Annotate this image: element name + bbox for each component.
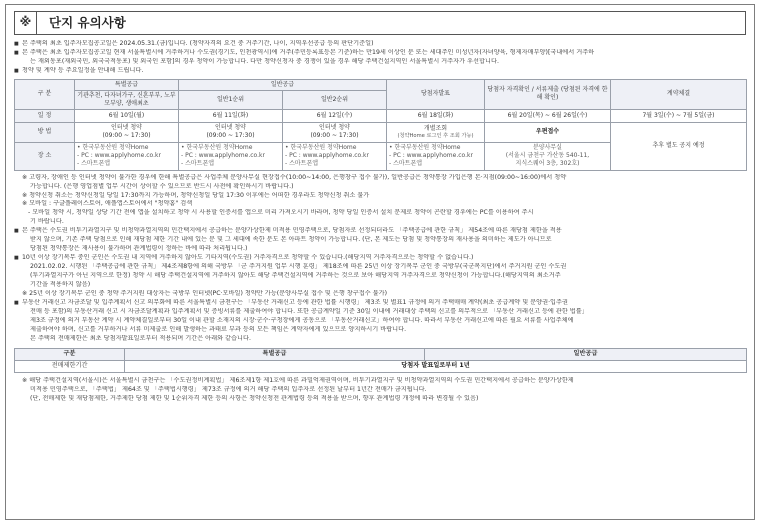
col-general-2: 일반2순위 (283, 90, 387, 109)
notes-block (14, 174, 746, 228)
body-block-a (14, 227, 746, 290)
note-line: 기 바랍니다. (30, 218, 64, 226)
intro-line: 는 재외동포(재외국민, 외국국적동포) 및 외국인 포함]의 경우 청약이 가능합니다. 다만 청약신청자 중 경쟁이 있을 경우 해당 주택건설지역인 서울특별시 거주자가 우선합니다. (30, 57, 499, 65)
footer-line: (단, 전매제한 및 재당첨제한, 거주제한 당첨 제한 및 1순위자격 제한 등의 사항은 청약신청전 관계법령 등의 적용을 받으며, 향후 관계법령 개정에 따라 변경될 수 있음) (30, 395, 479, 403)
section-title-bar (14, 11, 746, 35)
cell-line: • 한국부동산원 청약Home (181, 144, 253, 152)
row-label: 방 법 (15, 122, 75, 142)
row-label: 일 정 (15, 109, 75, 122)
cell-main: 인터넷 청약 (319, 124, 350, 132)
cell (387, 142, 485, 170)
cell-main: 우편접수 (535, 128, 560, 136)
body-line: ■ 부동산 거래신고 자금조달 및 입주계획서 신고 의무화에 따른 서울특별시 금천구는 「부동산 거래신고 등에 관한 법률 시행령」 제3조 및 별표1 규정에 의거 주택매매 계약(최초 공급계약 및 분양권·입주권 (14, 299, 746, 308)
cell-main: 인터넷 청약 (111, 124, 142, 132)
cell-line: • 한국부동산원 청약Home (77, 144, 149, 152)
body-line: ■ 10년 이상 장기복무 중인 군인은 수도권 내 지역에 거주하지 않아도 기타지역(수도권) 거주자격으로 청약할 수 있습니다.(해당지역 거주자격으로는 청약할 수 없습니다.) (14, 254, 746, 263)
cell (485, 142, 611, 170)
resale-value-text: 당첨자 발표일로부터 1년 (401, 362, 470, 370)
notice-page (5, 4, 755, 520)
resale-header: 구분 (15, 349, 125, 361)
cell: 6월 11일(화) (179, 109, 283, 122)
col-check: 당첨자 자격확인 / 서류제출 (당첨된 자격에 한해 확인) (485, 79, 611, 109)
col-division: 구 분 (15, 79, 75, 109)
section-title: 단지 유의사항 (49, 14, 126, 30)
cell-main: 인터넷 청약 (215, 124, 246, 132)
col-winner: 당첨자발표 (387, 79, 485, 109)
col-general-1: 일반1순위 (179, 90, 283, 109)
schedule-row-method (15, 122, 747, 142)
body-line: 본 주택의 전매제한은 최초 당첨자발표일로부터 적용되며 기간은 아래와 같습니다. (30, 335, 251, 343)
cell (283, 122, 387, 142)
reference-mark-icon: ※ (15, 12, 37, 34)
body-line: 기간을 적용하지 않음) (30, 281, 91, 289)
note-line: ※ 모바일 : 구글플레이스토어, 애플앱스토어에서 "청약홈" 검색 (22, 200, 193, 208)
col-general: 일반공급 (179, 79, 387, 90)
cell: 6월 10일(월) (75, 109, 179, 122)
body-line: ※ 25년 이상 장기복무 군인 중 청약 주거지원 대상자는 국방부 인터넷(PC·모바일) 청약만 가능(분양사무실 접수 및 은행 창구접수 불가) (22, 290, 388, 298)
intro-block (14, 40, 746, 76)
intro-line: ■ 본 주택의 최초 입주자모집공고일은 2024.05.31.(금)입니다. (청약자격의 요건 중 거주기간, 나이, 지역우선공급 등의 판단기준일) (14, 40, 746, 49)
cell-line: 지식스퀘어 3층, 302호) (515, 159, 580, 167)
body-line: 2021.02.02. 시행된 「주택공급에 관한 규칙」 제4조제8항에 의해 국방부 「군 주거지원 업무 시행 훈령」 제18조에 따른 25년 이상 장기복무 군인 중 국방부(국군복지단)에서 주거지원 군인 수도권 (30, 263, 567, 271)
note-line: 가능합니다. (은행 영업점별 업무 시간이 상이할 수 있으므로 반드시 사전에 확인하시기 바랍니다.) (30, 182, 294, 190)
col-special: 특별공급 (75, 79, 179, 90)
footer-block (14, 377, 746, 404)
cell-line: • 한국부동산원 청약Home (389, 144, 461, 152)
cell (485, 122, 611, 142)
cell: 6월 20일(목) ~ 6월 26일(수) (485, 109, 611, 122)
cell-line: - PC : www.applyhome.co.kr (181, 152, 265, 160)
intro-line: ■ 본 주택은 최초 입주자모집공고일 현재 서울특별시에 거주하거나 수도권(경기도, 인천광역시)에 거주(주민등록표등본 기준)하는 만19세 이상인 분 또는 세대주인 미성년자(자녀양육, 형제자매부양)[국내에서 거주하 (14, 49, 746, 58)
note-line: - 모바일 청약 시, 청약일 상당 기간 전에 앱을 설치하고 청약 시 사용할 인증서를 앱으로 미리 가져오시기 바라며, 청약 당일 인증서 설치 문제로 청약이 곤란할 경우에는 PC를 이용하여 주시 (28, 209, 534, 217)
body-line: ■ 본 주택은 수도권 비투기과열지구 및 비청약과열지역의 민간택지에서 공급하는 분양가상한제 미적용 민영주택으로, 당첨자로 선정되더라도 「주택공급에 관한 규칙」 제54조에 따른 재당첨 제한을 적용 (14, 227, 746, 236)
cell-sub: (09:00 ~ 17:30) (206, 132, 255, 140)
resale-header: 일반공급 (425, 349, 747, 361)
schedule-table (14, 79, 747, 171)
body-line: 제3조 규정에 의거 부동산 계약 시 계약체결일로부터 30일 이내 관할 소재지의 시장·군수·구청장에게 공동으로 「부동산거래신고」하여야 합니다. 따라서 부동산 거래신고에 따른 필요 서류를 사업주체에 (30, 317, 574, 325)
cell-line: - 스마트폰앱 (77, 159, 111, 167)
note-line: ※ 청약신청 취소는 청약신청일 당일 17:30까지 가능하며, 청약신청일 당일 17:30 이후에는 어떠한 경우라도 청약신청 취소 불가 (22, 191, 370, 199)
cell-sub: (09:00 ~ 17:30) (310, 132, 359, 140)
cell-line: - PC : www.applyhome.co.kr (285, 152, 369, 160)
resale-row-label: 전매제한기간 (15, 361, 125, 373)
cell (179, 142, 283, 170)
cell: 추후 별도 공지 예정 (611, 122, 747, 170)
resale-table (14, 348, 747, 373)
cell-line: - 스마트폰앱 (181, 159, 215, 167)
col-special-sub: 기관추천, 다자녀가구, 신혼부부, 노부모부양, 생애최초 (75, 90, 179, 109)
intro-line: ■ 청약 및 계약 등 주요일정을 안내해 드립니다. (14, 67, 746, 76)
cell: 7월 3일(수) ~ 7월 5일(금) (611, 109, 747, 122)
cell-line: - 스마트폰앱 (389, 159, 423, 167)
cell-sub: (09:00 ~ 17:30) (102, 132, 151, 140)
cell (75, 142, 179, 170)
cell: 6월 18일(화) (387, 109, 485, 122)
resale-header: 특별공급 (125, 349, 425, 361)
footer-line: ※ 해당 주택건설지역(서울시)은 서울특별시 금천구는 「수도권정비계획법」 제6조제1항 제1호에 따른 과밀억제권역이며, 비투기과열지구 및 비청약과열지역의 수도권 민간택지에서 공급하는 분양가상한제 (22, 377, 574, 385)
body-line: 전매 등 포함)의 부동산거래 신고 시 자금조달계획과 입주계획서 및 증빙서류를 제출하여야 합니다. 또한 공급계약일 기준 30일 이내에 거래대상 주택의 신고를 의무적으로 「부동산 거래신고 등에 관한 법률」 (30, 308, 588, 316)
cell-line: - 스마트폰앱 (285, 159, 319, 167)
cell: 6월 12일(수) (283, 109, 387, 122)
cell (75, 122, 179, 142)
cell-line: (서울시 금천구 가산동 540-11, (505, 152, 590, 160)
schedule-row-date (15, 109, 747, 122)
body-line: (투기과열지구가 아닌 지역으로 한정) 청약 시 해당 주택건설지역에 거주하지 않아도 해당 주택건설지역에 거주하는 것으로 보아 해당지역 거주자격으로 청약신청이 가능합니다.(해당지역의 최소거주 (30, 272, 561, 280)
cell-line: - PC : www.applyhome.co.kr (389, 152, 473, 160)
footer-line: 미적용 민영주택으로, 「주택법」 제64조 및 「주택법시행령」 제73조 규정에 의거 해당 주택의 입주자로 선정된 날부터 1년간 전매가 금지됩니다. (30, 386, 427, 394)
cell (283, 142, 387, 170)
cell-main: 개별조회 (423, 124, 448, 132)
note-line: ※ 고령자, 장애인 등 인터넷 청약이 불가한 경우에 한해 특별공급은 사업주체 분양사무실 현장접수(10:00~14:00, 은행창구 접수 불가), 일반공급은 청약통장 가입은행 본·지점(09:00~16:00)에서 청약 (22, 173, 567, 181)
cell-line: 분양사무실 (533, 144, 562, 152)
cell-line: • 한국부동산원 청약Home (285, 144, 357, 152)
col-contract: 계약체결 (611, 79, 747, 109)
body-line: 받지 않으며, 기존 주택 당첨으로 인해 재당첨 제한 기간 내에 있는 분 및 그 세대에 속한 분도 본 아파트 청약이 가능합니다. (단, 본 제도는 당첨 및 청약통장의 재사용을 의미하는 제도가 아니므로 (30, 236, 552, 244)
row-label: 장 소 (15, 142, 75, 170)
cell (387, 122, 485, 142)
cell-line: - PC : www.applyhome.co.kr (77, 152, 161, 160)
body-block-b (14, 290, 746, 344)
body-line: 당첨된 청약통장은 재사용이 불가하며 관계법령이 정하는 바에 따라 처리됩니다.) (30, 245, 248, 253)
body-line: 제출하여야 하며, 신고를 거부하거나 서류 미제출로 인해 발생하는 과태료 부과 등의 모든 책임은 계약자에게 있으므로 양지하시기 바랍니다. (30, 326, 407, 334)
cell-sub: (청약Home 로그인 후 조회 가능) (397, 132, 474, 139)
cell (179, 122, 283, 142)
resale-row-value (125, 361, 747, 373)
